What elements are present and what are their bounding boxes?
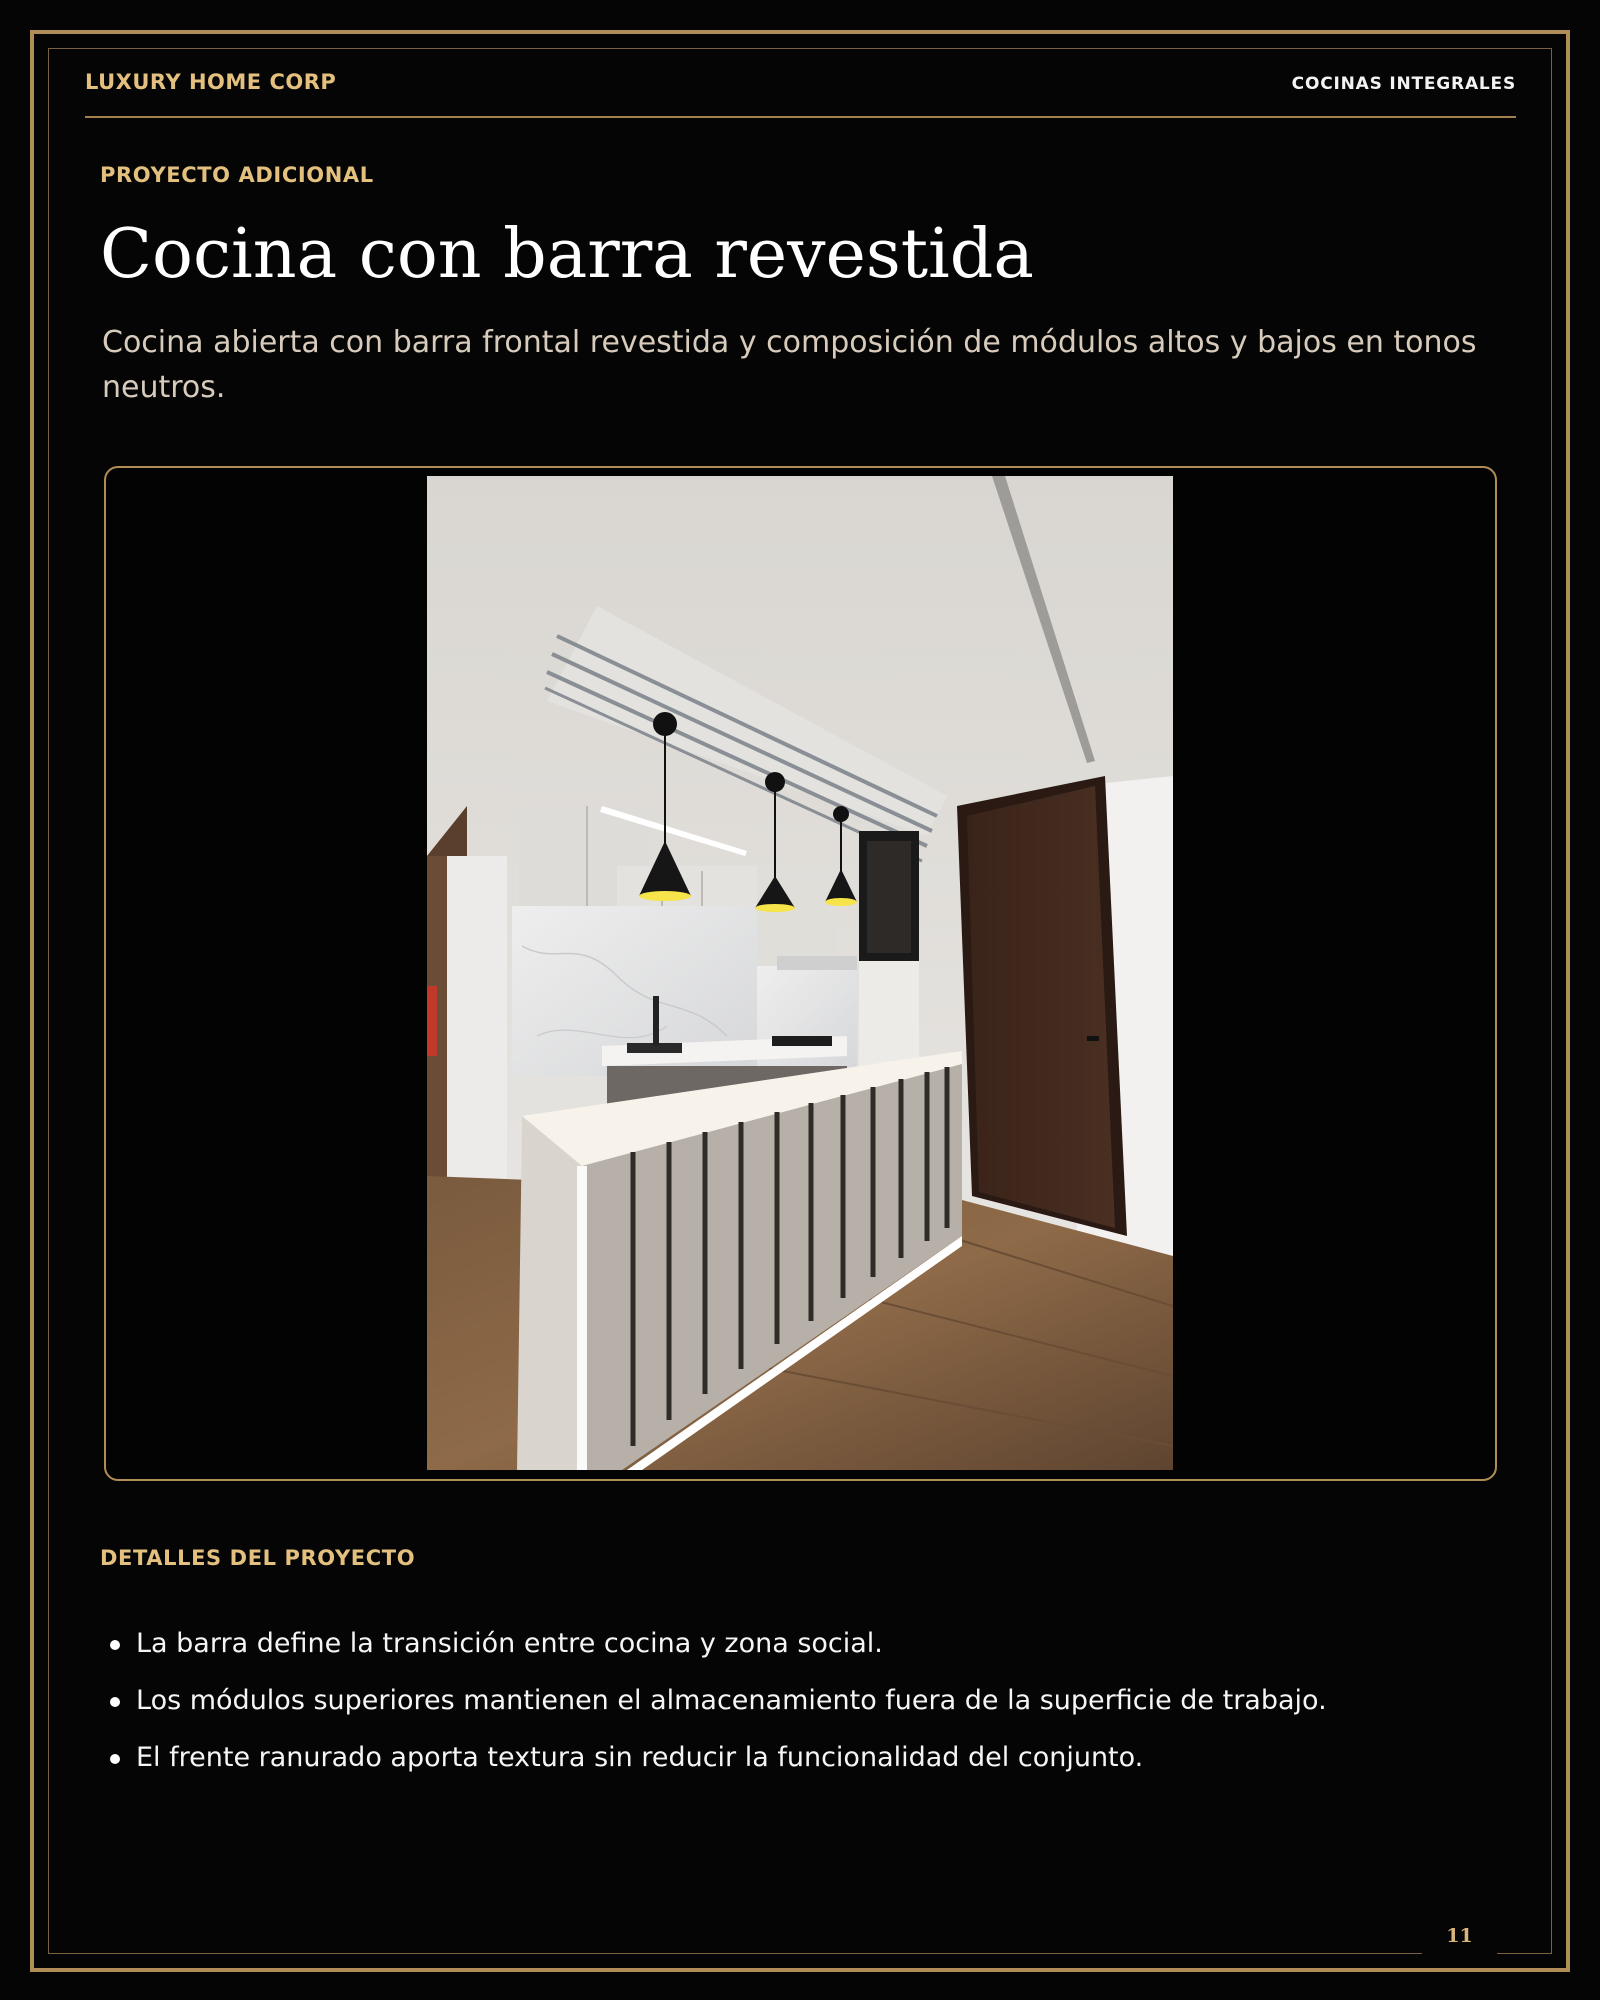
list-item-text: La barra define la transición entre cocina y zona social.: [136, 1628, 883, 1659]
kitchen-photo: [427, 476, 1173, 1470]
bullet-icon: [110, 1640, 120, 1650]
section-label: COCINAS INTEGRALES: [1291, 74, 1516, 94]
brand-name: LUXURY HOME CORP: [85, 70, 337, 94]
details-list: [110, 1615, 1327, 1786]
project-subtitle: Cocina abierta con barra frontal revestida y composición de módulos altos y bajos en tonos neutros.: [102, 325, 1477, 405]
project-kicker: PROYECTO ADICIONAL: [100, 163, 374, 187]
list-item: [110, 1729, 1327, 1786]
page-title: Cocina con barra revestida: [100, 215, 1034, 294]
page-header: [85, 70, 1516, 118]
list-item-text: El frente ranurado aporta textura sin reducir la funcionalidad del conjunto.: [136, 1742, 1144, 1773]
page-number: 11: [1422, 1922, 1497, 1956]
list-item: [110, 1672, 1327, 1729]
bullet-icon: [110, 1754, 120, 1764]
photo-frame: [104, 466, 1497, 1481]
details-heading: DETALLES DEL PROYECTO: [100, 1546, 416, 1570]
list-item-text: Los módulos superiores mantienen el almacenamiento fuera de la superficie de trabajo.: [136, 1685, 1327, 1716]
bullet-icon: [110, 1697, 120, 1707]
list-item: [110, 1615, 1327, 1672]
